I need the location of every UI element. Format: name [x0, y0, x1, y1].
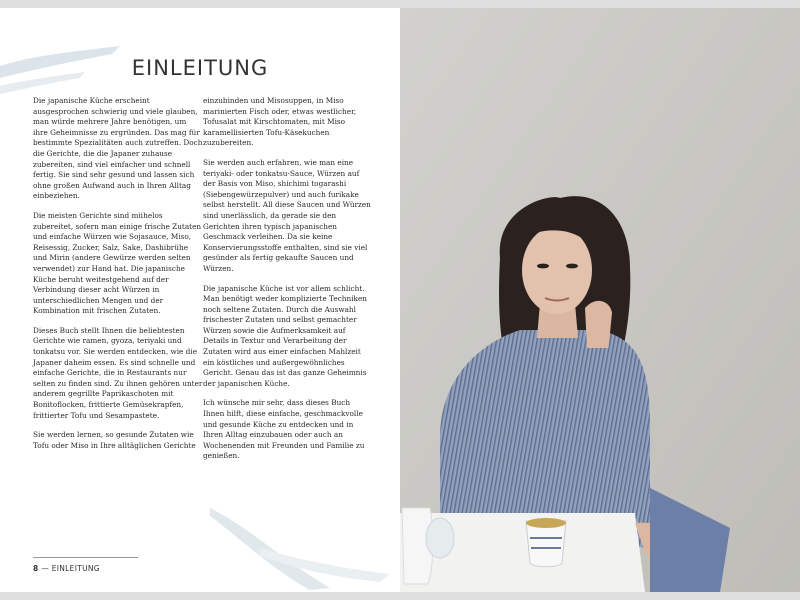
paragraph: Die meisten Gerichte sind mühelos zubereitet, sofern man einige frische Zutaten und einfache Würzen wie Sojasauce, Miso, Reisessig, Zucker, Salz, Sake, Dashibrühe und Mirin (andere Gewürze werden selten verwendet) zur Hand hat. Die japanische Küche beruht weitestgehend auf der Verbindung dieser acht Würzen in unterschiedlichen Mengen und der Kombination mit frischen Zutaten. — [33, 210, 202, 316]
paragraph: Die japanische Küche erscheint ausgesprochen schwierig und viele glauben, man würde mehrere Jahre benötigen, um ihre Geheimnisse zu ergründen. Das mag für bestimmte Spezialitäten auch zutreffen. Doch die Gerichte, die die Japaner zuhause zubereiten, sind viel einfacher und schnell fertig. Sie sind sehr gesund und lassen sich ohne großen Aufwand auch in Ihren Alltag einbeziehen. — [33, 96, 203, 201]
paragraph: Sie werden lernen, so gesunde Zutaten wie Tofu oder Miso in Ihre alltäglichen Gerichte — [33, 430, 196, 450]
page-footer — [33, 564, 100, 573]
text-column-2 — [203, 96, 373, 471]
paragraph: Sie werden auch erfahren, wie man eine teriyaki- oder tonkatsu-Sauce, Würzen auf der Basis von Miso, shichimi togarashi (Siebengewürzepulver) und auch furikake selbst herstellt. All diese Saucen und Würzen sind unerlässlich, da gerade sie den Gerichten ihren typisch japanischen Geschmack verleihen. Da sie keine Konservierungsstoffe enthalten, sind sie viel gesünder als fertig gekaufte Saucen und Würzen. — [203, 157, 371, 273]
right-page — [400, 8, 800, 592]
footer-rule — [33, 557, 138, 558]
book-spread — [0, 8, 800, 592]
footer-separator: — — [41, 564, 50, 573]
page-number: 8 — [33, 564, 39, 573]
paragraph: Dieses Buch stellt Ihnen die beliebtesten Gerichte wie ramen, gyoza, teriyaki und tonkatsu vor. Sie werden entdecken, wie die Japaner daheim essen. Es sind schnelle und einfache Gerichte, die in Restaurants nur selten zu finden sind. Zu ihnen gehören unter anderem gegrillte Paprikaschoten mit Bonitoflocken, frittierte Gemüsekrapfen, frittierter Tofu und Sesampastete. — [33, 325, 203, 420]
page-title: EINLEITUNG — [131, 56, 269, 80]
brush-stroke-bottom — [180, 498, 400, 592]
author-photo — [400, 8, 800, 592]
footer-section: EINLEITUNG — [51, 564, 100, 573]
text-column-1 — [33, 96, 203, 460]
left-page — [0, 8, 400, 592]
paragraph: Ich wünsche mir sehr, dass dieses Buch Ihnen hilft, diese einfache, geschmackvolle und gesunde Küche zu entdecken und in Ihren Alltag einzubauen oder auch an Wochenenden mit Freunden und Familie zu genießen. — [203, 398, 365, 461]
paragraph: einzubinden und Misosuppen, in Miso marinierten Fisch oder, etwas westlicher, Tofusalat mit Kirschtomaten, mit Miso karamellisierten Tofu-Käsekuchen zuzubereiten. — [203, 96, 357, 148]
paragraph: Die japanische Küche ist vor allem schlicht. Man benötigt weder komplizierte Techniken noch seltene Zutaten. Durch die Auswahl frischester Zutaten und selbst gemachter Würzen sowie die Aufmerksamkeit auf Details in Textur und Verarbeitung der Zutaten wird aus einer einfachen Mahlzeit ein köstliches und außergewöhnliches Gericht. Genau das ist das ganze Geheimnis der japanischen Küche. — [203, 283, 367, 388]
